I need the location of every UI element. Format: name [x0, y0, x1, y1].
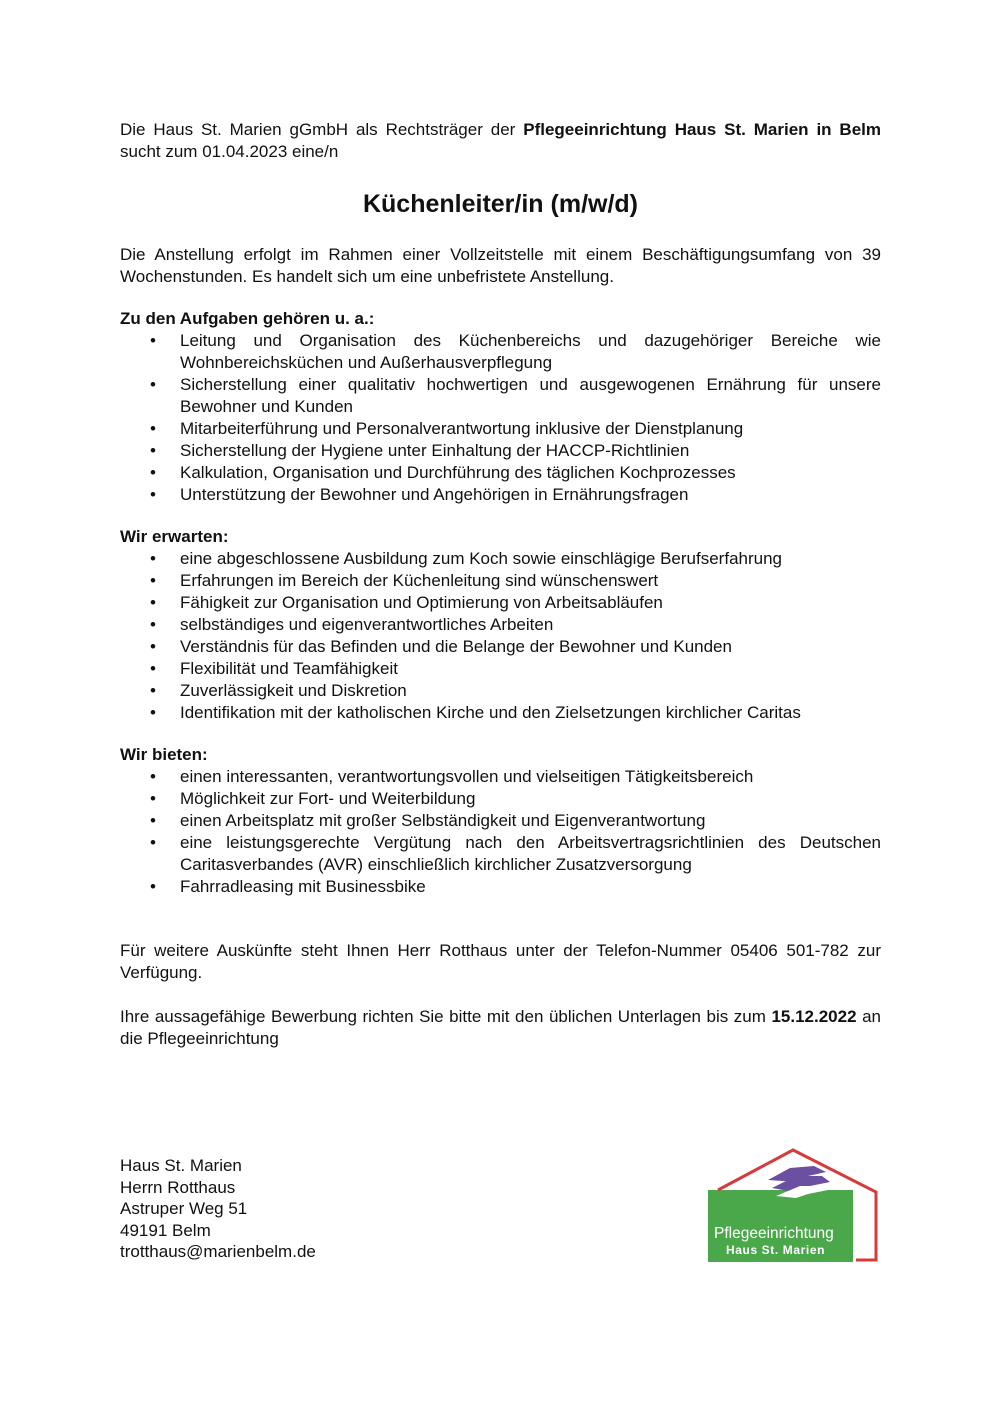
list-item: • Flexibilität und Teamfähigkeit — [150, 659, 398, 678]
bullet-icon: • — [150, 637, 156, 656]
bullet-icon: • — [150, 441, 156, 460]
intro-text: Die Haus St. Marien gGmbH als Rechtsträger der — [120, 120, 524, 139]
bullet-icon: • — [150, 375, 156, 394]
list-item: • Verständnis für das Befinden und die Belange der Bewohner und Kunden — [150, 637, 732, 656]
bullet-icon: • — [150, 811, 156, 830]
list-item: • Sicherstellung einer qualitativ hochwertigen und ausgewogenen Ernährung für unsere Bewohner und Kunden — [150, 375, 881, 416]
bullet-icon: • — [150, 571, 156, 590]
apply-paragraph — [120, 1006, 881, 1050]
postal-address — [120, 1155, 316, 1263]
list-item: • eine leistungsgerechte Vergütung nach den Arbeitsvertragsrichtlinien des Deutschen Caritasverbandes (AVR) einschließlich kirchlicher Zusatzversorgung — [150, 833, 881, 874]
bullet-icon: • — [150, 877, 156, 896]
logo-text-line2: Haus St. Marien — [726, 1243, 826, 1257]
intro-employer: Pflegeeinrichtung Haus St. Marien in Belm — [523, 120, 882, 139]
address-line-street: Astruper Weg 51 — [120, 1199, 248, 1218]
logo-text-line1: Pflegeeinrichtung — [714, 1225, 834, 1242]
list-item: • Sicherstellung der Hygiene unter Einhaltung der HACCP-Richtlinien — [150, 441, 690, 460]
bullet-icon: • — [150, 789, 156, 808]
intro-date-text: sucht zum 01.04.2023 eine/n — [120, 142, 339, 161]
list-item: • einen Arbeitsplatz mit großer Selbständigkeit und Eigenverantwortung — [150, 811, 706, 830]
apply-text: Ihre aussagefähige Bewerbung richten Sie bitte mit den üblichen Unterlagen bis zum — [120, 1007, 772, 1026]
contact-paragraph: Für weitere Auskünfte steht Ihnen Herr Rotthaus unter der Telefon-Nummer 05406 501-782 zur Verfügung. — [120, 941, 881, 982]
address-line-recipient: Herrn Rotthaus — [120, 1177, 236, 1197]
expect-heading: Wir erwarten: — [120, 527, 229, 546]
list-item: • Unterstützung der Bewohner und Angehörigen in Ernährungsfragen — [150, 485, 689, 504]
bullet-icon: • — [150, 681, 156, 700]
address-line-email: trotthaus@marienbelm.de — [120, 1242, 316, 1261]
job-posting — [120, 119, 881, 1050]
list-item: • Mitarbeiterführung und Personalverantwortung inklusive der Dienstplanung — [150, 419, 744, 438]
intro-paragraph — [120, 119, 881, 163]
bullet-icon: • — [150, 615, 156, 634]
tasks-list — [120, 330, 881, 506]
bullet-icon: • — [150, 331, 156, 350]
job-title: Küchenleiter/in (m/w/d) — [362, 190, 639, 218]
apply-text-end: an die Pflegeeinrichtung — [120, 1007, 881, 1048]
list-item: • Fähigkeit zur Organisation und Optimierung von Arbeitsabläufen — [150, 593, 663, 612]
bullet-icon: • — [150, 549, 156, 568]
offer-heading: Wir bieten: — [120, 745, 208, 764]
address-line-city: 49191 Belm — [120, 1220, 211, 1240]
bullet-icon: • — [150, 767, 156, 786]
tasks-heading: Zu den Aufgaben gehören u. a.: — [120, 309, 375, 328]
list-item: • Erfahrungen im Bereich der Küchenleitung sind wünschenswert — [150, 571, 659, 590]
list-item: • einen interessanten, verantwortungsvollen und vielseitigen Tätigkeitsbereich — [150, 767, 754, 786]
list-item: • selbständiges und eigenverantwortliches Arbeiten — [150, 615, 554, 634]
expect-list — [120, 548, 881, 724]
address-line-name: Haus St. Marien — [120, 1156, 242, 1175]
list-item: • Identifikation mit der katholischen Kirche und den Zielsetzungen kirchlicher Caritas — [150, 703, 801, 722]
bullet-icon: • — [150, 485, 156, 504]
list-item: • Kalkulation, Organisation und Durchführung des täglichen Kochprozesses — [150, 463, 736, 482]
list-item: • Möglichkeit zur Fort- und Weiterbildung — [150, 789, 476, 808]
bullet-icon: • — [150, 593, 156, 612]
bullet-icon: • — [150, 659, 156, 678]
list-item: • Fahrradleasing mit Businessbike — [150, 877, 426, 896]
bullet-icon: • — [150, 463, 156, 482]
list-item: • Leitung und Organisation des Küchenbereichs und dazugehöriger Bereiche wie Wohnbereichsküchen und Außerhausverpflegung — [150, 331, 881, 372]
list-item: • eine abgeschlossene Ausbildung zum Koch sowie einschlägige Berufserfahrung — [150, 549, 782, 568]
employment-paragraph: Die Anstellung erfolgt im Rahmen einer Vollzeitstelle mit einem Beschäftigungsumfang von 39 Wochenstunden. Es handelt sich um eine unbefristete Anstellung. — [120, 245, 881, 286]
apply-deadline: 15.12.2022 — [771, 1007, 857, 1026]
bullet-icon: • — [150, 833, 156, 852]
list-item: • Zuverlässigkeit und Diskretion — [150, 681, 407, 700]
bullet-icon: • — [150, 419, 156, 438]
bullet-icon: • — [150, 703, 156, 722]
offer-list — [120, 766, 881, 898]
pflegeeinrichtung-logo — [706, 1146, 880, 1264]
